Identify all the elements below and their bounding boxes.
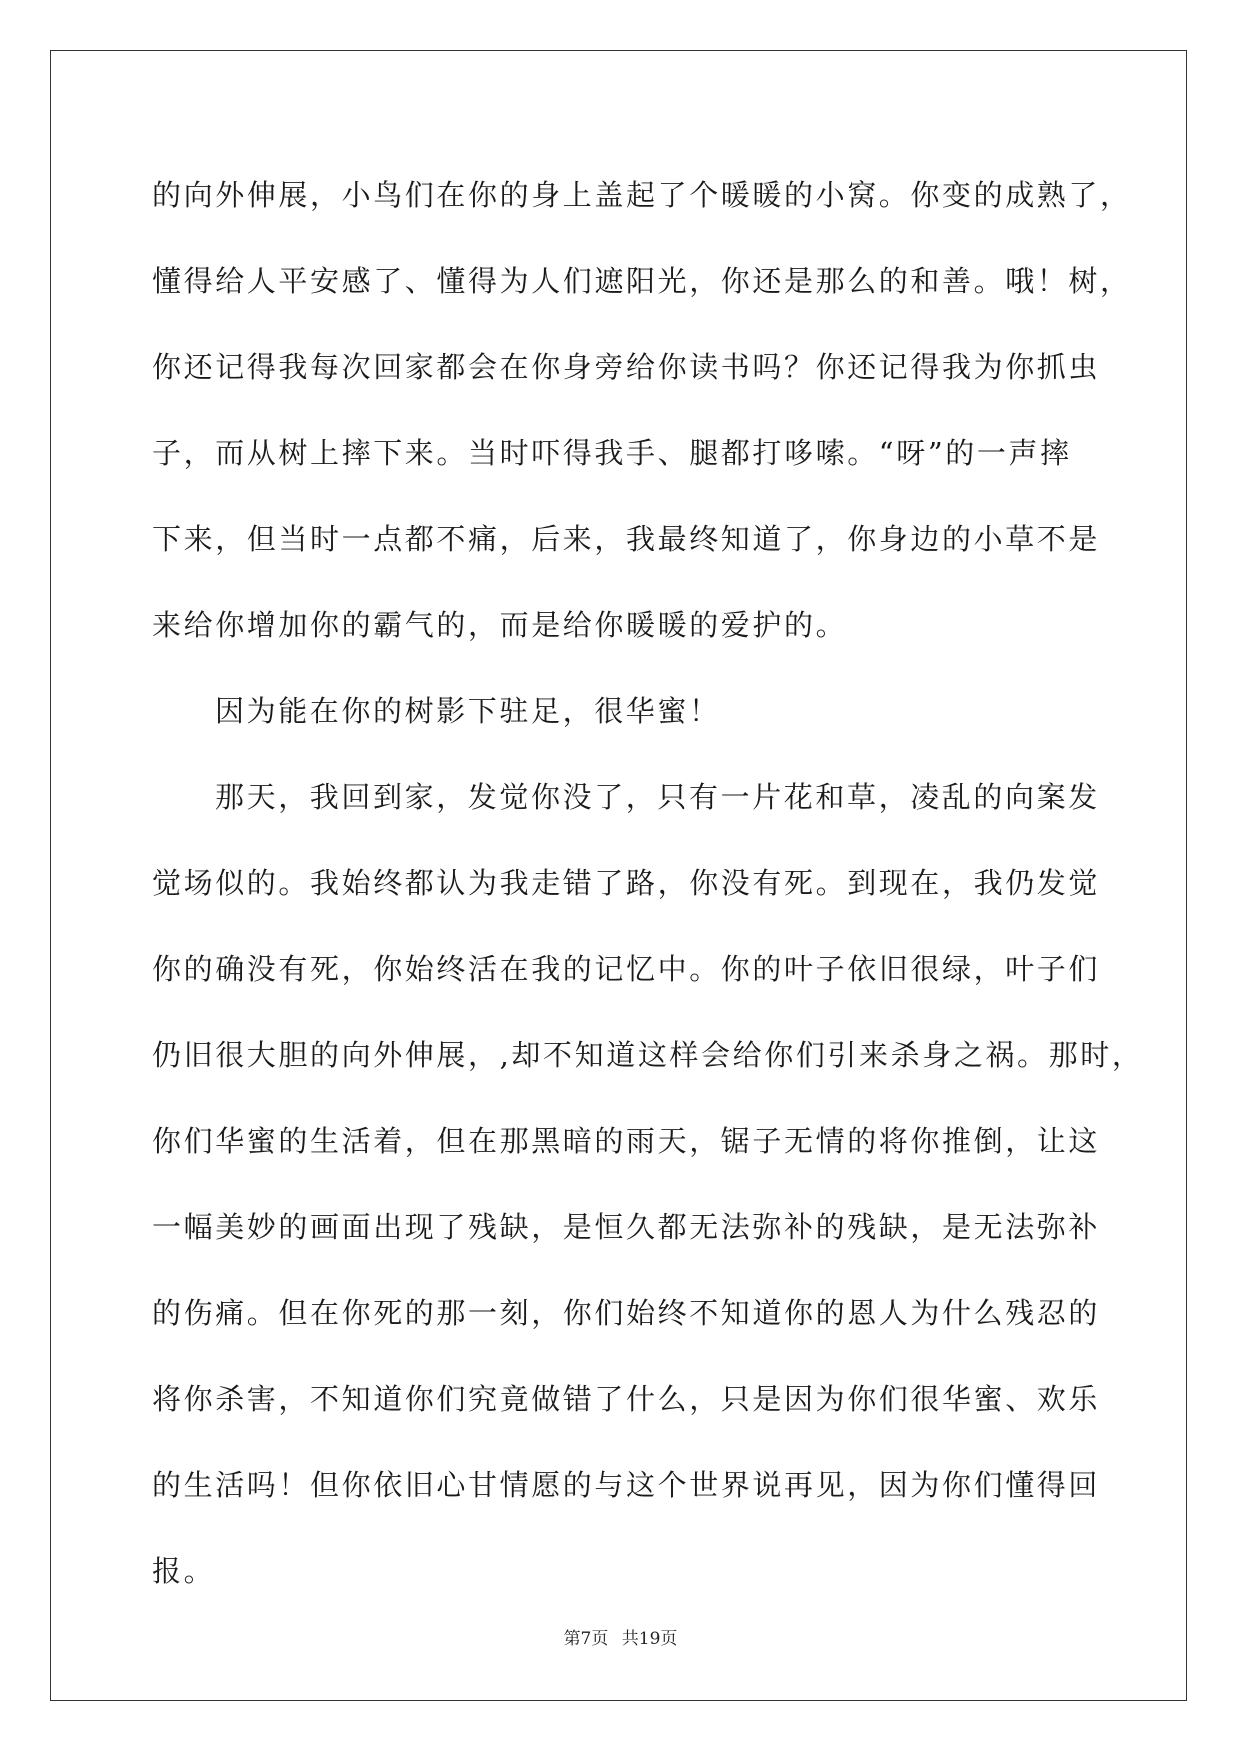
paragraph-start-line: 因为能在你的树影下驻足，很华蜜！ [215, 694, 721, 728]
text-line: 将你杀害，不知道你们究竟做错了什么，只是因为你们很华蜜、欢乐 [152, 1382, 1101, 1416]
page-total: 共19页 [621, 1629, 678, 1649]
text-line: 仍旧很大胆的向外伸展，,却不知道这样会给你们引来杀身之祸。那时， [152, 1038, 1144, 1072]
text-line: 的伤痛。但在你死的那一刻，你们始终不知道你的恩人为什么残忍的 [152, 1296, 1101, 1330]
text-line: 下来，但当时一点都不痛，后来，我最终知道了，你身边的小草不是 [152, 522, 1101, 556]
text-line: 的生活吗！但你依旧心甘情愿的与这个世界说再见，因为你们懂得回 [152, 1468, 1101, 1502]
paragraph-start-line: 那天，我回到家，发觉你没了，只有一片花和草，凌乱的向案发 [215, 780, 1100, 814]
text-line: 报。 [152, 1554, 216, 1588]
text-line: 你的确没有死，你始终活在我的记忆中。你的叶子依旧很绿，叶子们 [152, 952, 1101, 986]
text-line: 觉场似的。我始终都认为我走错了路，你没有死。到现在，我仍发觉 [152, 866, 1101, 900]
text-line: 来给你增加你的霸气的，而是给你暖暖的爱护的。 [152, 608, 848, 642]
text-line: 你还记得我每次回家都会在你身旁给你读书吗？你还记得我为你抓虫 [152, 350, 1101, 384]
page-footer [0, 1624, 1241, 1649]
text-line: 懂得给人平安感了、懂得为人们遮阳光，你还是那么的和善。哦！树， [152, 264, 1132, 298]
document-body [152, 152, 1144, 1614]
text-line: 子，而从树上摔下来。当时吓得我手、腿都打哆嗦。“呀”的一声摔 [152, 436, 1072, 470]
text-line: 的向外伸展，小鸟们在你的身上盖起了个暖暖的小窝。你变的成熟了， [152, 178, 1132, 212]
page-number: 第7页 [563, 1629, 609, 1649]
text-line: 一幅美妙的画面出现了残缺，是恒久都无法弥补的残缺，是无法弥补 [152, 1210, 1101, 1244]
text-line: 你们华蜜的生活着，但在那黑暗的雨天，锯子无情的将你推倒，让这 [152, 1124, 1101, 1158]
